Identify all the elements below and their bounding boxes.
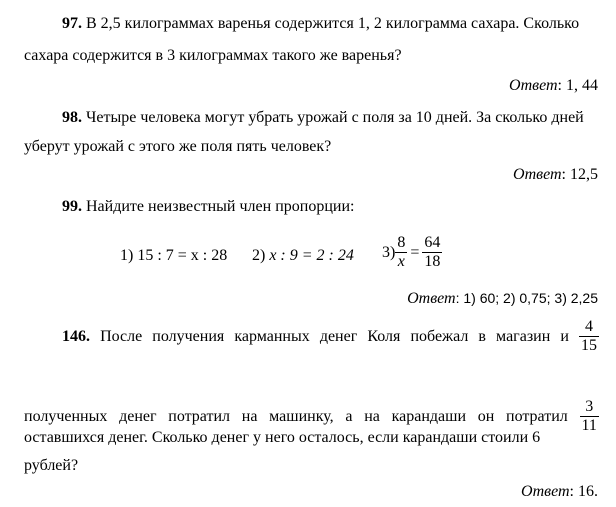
problem-text: Четыре человека могут убрать урожай с поля за 10 дней. За сколько дней [86,109,584,126]
problem-97-answer [509,76,598,96]
problem-98-answer [513,165,598,185]
problem-99-answer [407,288,598,309]
fraction-4-over-15: $\frac{4}{15}$ [581,318,597,354]
fraction-64-over-18: $\frac{64}{18}$ [424,234,441,270]
answer-label: Ответ [521,483,570,500]
proportion-expression: x : 9 = 2 : 24 [269,247,354,264]
problem-number: 99. [62,198,82,215]
problem-text: В 2,5 килограммах варенья содержится 1, 2 килограмма сахара. Сколько [86,15,580,32]
problem-146-answer [521,482,598,502]
answer-value: : 12,5 [561,166,598,183]
answer-value: : 1, 44 [557,77,598,94]
proportion-item-3: 3) $\frac{8}{x}$ = $\frac{64}{18}$ [382,234,441,270]
fraction-8-over-x: $\frac{8}{x}$ [397,234,406,270]
problem-146-line3: оставшихся денег. Сколько денег у него осталось, если карандаши стоили 6 [24,429,541,446]
problem-146-line2: полученных денег потратил на машинку, а на карандаши он потратил $\frac{3}{11}$ [24,398,597,434]
problem-number: 98. [62,109,82,126]
problem-146-line1: 146. После получения карманных денег Коля побежал в магазин и $\frac{4}{15}$ [62,318,597,354]
problem-98-line1 [62,108,584,128]
answer-value: : 16. [569,483,598,500]
problem-number: 146. [62,327,90,345]
answer-label: Ответ [407,290,456,307]
problem-number: 97. [62,15,82,32]
fraction-3-over-11: $\frac{3}{11}$ [581,398,597,434]
answer-label: Ответ [513,166,562,183]
proportion-item-1: 1) 15 : 7 = x : 28 [120,247,228,264]
answer-label: Ответ [509,77,558,94]
problem-146-line4: рублей? [24,457,79,474]
proportion-item-2: 2) x : 9 = 2 : 24 [252,247,354,264]
problem-97-line2: сахара содержится в 3 килограммах такого же варенья? [24,47,402,64]
problem-97-line1 [24,14,599,34]
proportion-expression: 15 : 7 = x : 28 [137,247,228,264]
problem-99-line1 [62,197,354,217]
problem-98-line2: уберут урожай с этого же поля пять человек? [24,138,332,155]
problem-text: Найдите неизвестный член пропорции: [86,198,355,215]
answer-value: : 1) 60; 2) 0,75; 3) 2,25 [455,290,598,306]
